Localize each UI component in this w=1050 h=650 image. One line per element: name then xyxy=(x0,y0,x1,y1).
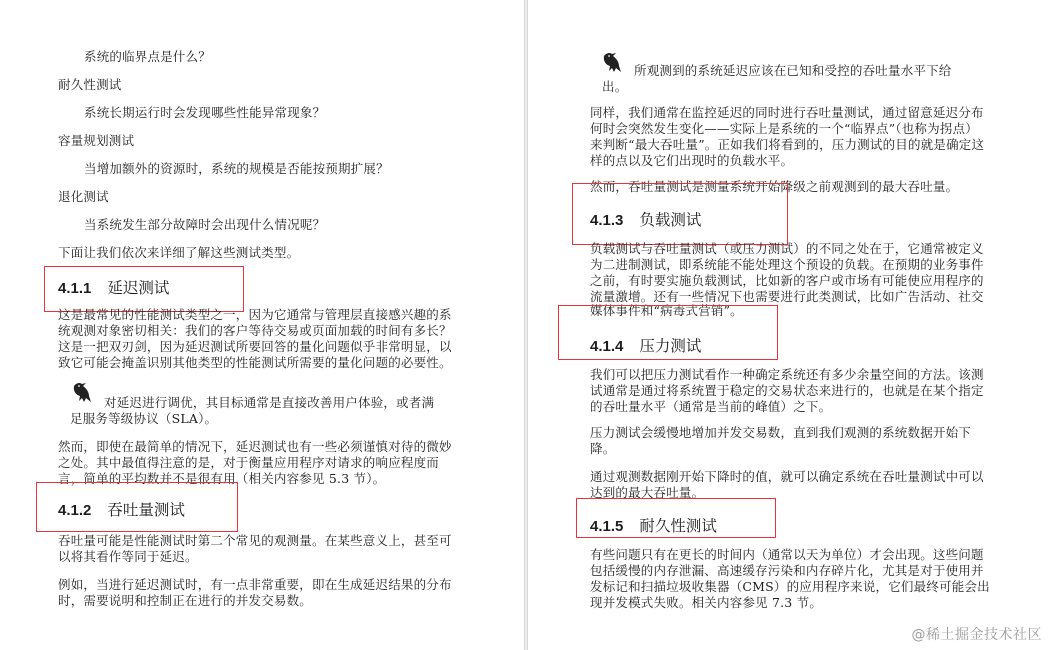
tip-line: 出。 xyxy=(602,79,628,94)
heading-title: 压力测试 xyxy=(639,337,702,355)
paragraph-line: 然而，吞吐量测试是测量系统开始降级之前观测到的最大吞吐量。 xyxy=(590,179,959,194)
heading-4-1-3 xyxy=(590,208,701,230)
heading-title: 吞吐量测试 xyxy=(107,501,185,519)
heading-4-1-2 xyxy=(58,498,185,520)
paragraph-line: 吞吐量可能是性能测试时第二个常见的观测量。在某些意义上，甚至可 xyxy=(58,533,452,548)
paragraph-line: 统观测对象密切相关：我们的客户等待交易或页面加载的时间有多长？ xyxy=(58,323,452,338)
intro-sentence: 下面让我们依次来详细了解这些测试类型。 xyxy=(58,245,300,260)
paragraph-line: 有些问题只有在更长的时间内（通常以天为单位）才会出现。这些问题 xyxy=(590,547,984,562)
tip-line: 足服务等级协议（SLA）。 xyxy=(70,411,218,426)
question-critical-point: 系统的临界点是什么？ xyxy=(84,49,212,64)
crow-icon xyxy=(70,380,92,404)
paragraph-line: 发标记和扫描垃圾收集器（CMS）的应用程序来说，它们最终可能会出 xyxy=(590,579,990,594)
heading-4-1-1 xyxy=(58,276,169,298)
paragraph-line: 何时会突然发生变化——实际上是系统的一个“临界点”（也称为拐点） xyxy=(590,121,978,136)
question-capacity: 当增加额外的资源时，系统的规模是否能按预期扩展？ xyxy=(84,161,389,176)
question-endurance: 系统长期运行时会发现哪些性能异常现象？ xyxy=(84,105,326,120)
watermark-text: @稀土掘金技术社区 xyxy=(911,627,1042,643)
heading-number: 4.1.3 xyxy=(590,212,624,229)
paragraph-line: 来判断“最大吞吐量”。正如我们将看到的，压力测试的目的就是确定这 xyxy=(590,137,985,152)
paragraph-line: 降。 xyxy=(590,441,616,456)
heading-title: 耐久性测试 xyxy=(639,517,717,535)
paragraph-line: 然而，即使在最简单的情况下，延迟测试也有一些必须谨慎对待的微妙 xyxy=(58,439,452,454)
paragraph-line: 现并发模式失败。相关内容参见 7.3 节。 xyxy=(590,595,823,610)
paragraph-line: 为二进制测试，即系统能不能处理这个预设的负载。在预期的业务事件 xyxy=(590,257,984,272)
tip-line: 对延迟进行调优，其目标通常是直接改善用户体验，或者满 xyxy=(104,395,435,410)
paragraph-line: 言，简单的平均数并不是很有用（相关内容参见 5.3 节）。 xyxy=(58,471,386,486)
heading-4-1-4 xyxy=(590,334,701,356)
paragraph-line: 通过观测数据刚开始下降时的值，就可以确定系统在吞吐量测试中可以 xyxy=(590,469,984,484)
tip-line: 所观测到的系统延迟应该在已知和受控的吞吐量水平下给 xyxy=(634,63,952,78)
paragraph-line: 流量激增。还有一些情况下也需要进行此类测试，比如广告活动、社交 xyxy=(590,289,984,304)
paragraph-line: 时，需要说明和控制正在进行的并发交易数。 xyxy=(58,593,313,608)
heading-title: 延迟测试 xyxy=(107,279,170,297)
paragraph-line: 负载测试与吞吐量测试（或压力测试）的不同之处在于，它通常被定义 xyxy=(590,241,984,256)
paragraph-line: 我们可以把压力测试看作一种确定系统还有多少余量空间的方法。该测 xyxy=(590,367,984,382)
crow-icon xyxy=(600,50,622,74)
heading-number: 4.1.2 xyxy=(58,502,92,519)
paragraph-line: 试通常是通过将系统置于稳定的交易状态来进行的，也就是在某个指定 xyxy=(590,383,984,398)
paragraph-line: 这是一把双刃剑，因为延迟测试所要回答的量化问题似乎非常明显，以 xyxy=(58,339,452,354)
heading-number: 4.1.5 xyxy=(590,518,624,535)
paragraph-line: 例如，当进行延迟测试时，有一点非常重要，即在生成延迟结果的分布 xyxy=(58,577,452,592)
heading-number: 4.1.4 xyxy=(590,338,624,355)
question-degradation: 当系统发生部分故障时会出现什么情况呢？ xyxy=(84,217,326,232)
paragraph-line: 样的点以及它们出现时的负载水平。 xyxy=(590,153,794,168)
paragraph-line: 的吞吐量水平（通常是当前的峰值）之下。 xyxy=(590,399,832,414)
paragraph-line: 致它可能会掩盖识别其他类型的性能测试所需要的量化问题的必要性。 xyxy=(58,355,452,370)
label-degradation-test: 退化测试 xyxy=(58,189,109,204)
paragraph-line: 以将其看作等同于延迟。 xyxy=(58,549,198,564)
label-endurance-test: 耐久性测试 xyxy=(58,77,122,92)
paragraph-line: 之前，有时要实施负载测试，比如新的客户或市场有可能使应用程序的 xyxy=(590,273,984,288)
paragraph-line: 同样，我们通常在监控延迟的同时进行吞吐量测试，通过留意延迟分布 xyxy=(590,105,984,120)
paragraph-line: 达到的最大吞吐量。 xyxy=(590,485,705,500)
heading-4-1-5 xyxy=(590,514,717,536)
paragraph-line: 这是最常见的性能测试类型之一，因为它通常与管理层直接感兴趣的系 xyxy=(58,307,452,322)
heading-number: 4.1.1 xyxy=(58,280,92,297)
paragraph-line: 之处。其中最值得注意的是，对于衡量应用程序对请求的响应程度而 xyxy=(58,455,440,470)
right-page xyxy=(528,0,1050,650)
paragraph-line: 压力测试会缓慢地增加并发交易数，直到我们观测的系统数据开始下 xyxy=(590,425,972,440)
label-capacity-test: 容量规划测试 xyxy=(58,133,135,148)
left-page xyxy=(0,0,524,650)
heading-title: 负载测试 xyxy=(639,211,702,229)
paragraph-line: 媒体事件和“病毒式营销”。 xyxy=(590,303,743,318)
paragraph-line: 包括缓慢的内存泄漏、高速缓存污染和内存碎片化，尤其是对于使用并 xyxy=(590,563,984,578)
